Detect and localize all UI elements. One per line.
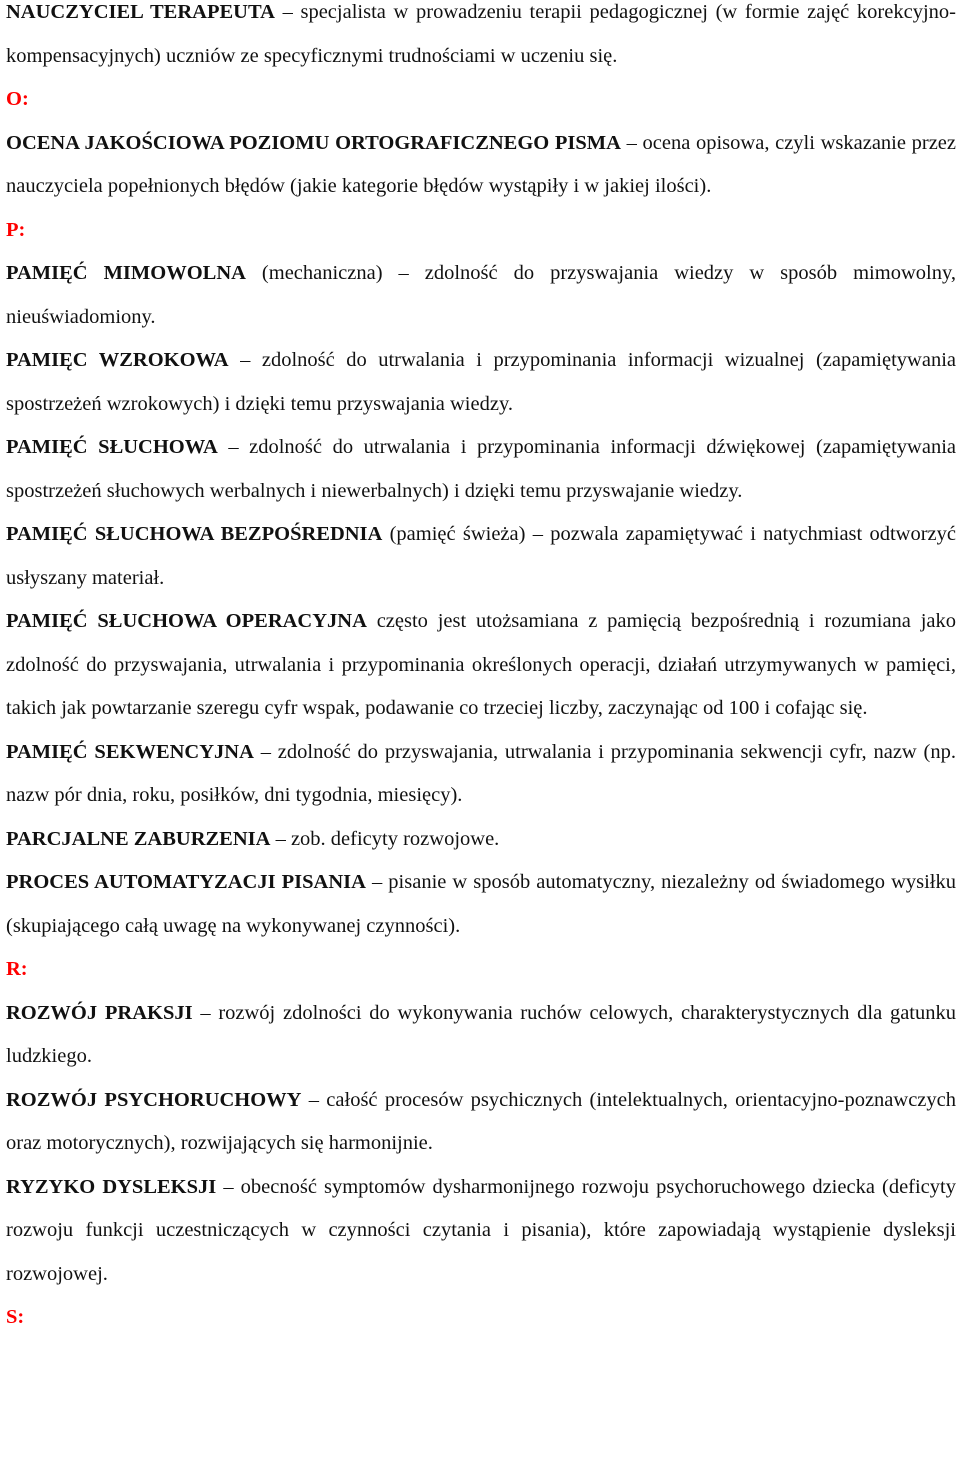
glossary-entry	[6, 600, 956, 731]
entry-term: PARCJALNE ZABURZENIA	[6, 827, 271, 850]
entry-term: PAMIĘĆ SEKWENCYJNA	[6, 740, 254, 763]
glossary-section	[6, 948, 956, 1296]
glossary-entry	[6, 731, 956, 818]
glossary-section	[6, 0, 956, 78]
entry-term: NAUCZYCIEL TERAPEUTA	[6, 1, 275, 23]
glossary-entry	[6, 1166, 956, 1297]
glossary-entry	[6, 426, 956, 513]
glossary-entry	[6, 861, 956, 948]
entry-term: RYZYKO DYSLEKSJI	[6, 1175, 217, 1198]
glossary-document	[6, 0, 956, 1340]
entry-definition: – zdolność do utrwalania i przypominania informacji dźwiękowej (zapamiętywania spostrzeżeń słuchowych werbalnych i niewerbalnych) i dzięki temu przyswajanie wiedzy.	[6, 436, 957, 502]
entry-definition: (pamięć świeża) – pozwala zapamiętywać i natychmiast odtworzyć usłyszany materiał.	[6, 523, 956, 589]
entry-term: ROZWÓJ PSYCHORUCHOWY	[6, 1088, 302, 1111]
entry-term: PAMIĘĆ SŁUCHOWA	[6, 436, 218, 458]
entry-definition: – zdolność do przyswajania, utrwalania i przypominania sekwencji cyfr, nazw (np. nazw pór dnia, roku, posiłków, dni tygodnia, miesięcy).	[6, 740, 957, 806]
entry-term: PAMIĘĆ SŁUCHOWA BEZPOŚREDNIA	[6, 523, 383, 545]
glossary-section	[6, 209, 956, 949]
section-letter-heading: O:	[6, 88, 29, 110]
glossary-entry	[6, 818, 956, 862]
entry-term: PAMIĘC WZROKOWA	[6, 349, 229, 371]
entry-definition: – zob. deficyty rozwojowe.	[270, 827, 500, 850]
entry-definition: często jest utożsamiana z pamięcią bezpośrednią i rozumiana jako zdolność do przyswajania, utrwalania i przypominania określonych operacji, działań utrzymywanych w pamięci, takich jak powtarzanie szeregu cyfr wspak, podawanie co trzeciej liczby, zaczynając od 100 i cofając się.	[6, 610, 956, 719]
entry-definition: – zdolność do utrwalania i przypominania informacji wizualnej (zapamiętywania spostrzeżeń wzrokowych) i dzięki temu przyswajania wiedzy.	[6, 349, 956, 415]
entry-definition: – całość procesów psychicznych (intelektualnych, orientacyjno-poznawczych oraz motorycznych), rozwijających się harmonijnie.	[6, 1088, 956, 1154]
section-letter-heading: P:	[6, 218, 26, 241]
glossary-entry	[6, 252, 956, 339]
entry-term: PROCES AUTOMATYZACJI PISANIA	[6, 871, 366, 893]
section-letter-heading: R:	[6, 958, 28, 980]
glossary-entry	[6, 1079, 956, 1166]
glossary-section	[6, 1296, 956, 1340]
glossary-entry	[6, 992, 956, 1079]
entry-definition: – specjalista w prowadzeniu terapii pedagogicznej (w formie zajęć korekcyjno-kompensacyjnych) uczniów ze specyficznymi trudnościami w uczeniu się.	[6, 1, 956, 67]
glossary-entry	[6, 0, 956, 78]
entry-term: PAMIĘĆ MIMOWOLNA	[6, 262, 246, 284]
section-letter-heading: S:	[6, 1306, 25, 1328]
entry-term: PAMIĘĆ SŁUCHOWA OPERACYJNA	[6, 610, 367, 632]
entry-definition: – pisanie w sposób automatyczny, niezależny od świadomego wysiłku (skupiającego całą uwagę na wykonywanej czynności).	[6, 871, 956, 937]
entry-term: OCENA JAKOŚCIOWA POZIOMU ORTOGRAFICZNEGO PISMA	[6, 131, 621, 154]
entry-definition: – obecność symptomów dysharmonijnego rozwoju psychoruchowego dziecka (deficyty rozwoju funkcji uczestniczących w czynności czytania i pisania), które zapowiadają wystąpienie dysleksji rozwojowej.	[6, 1175, 956, 1285]
entry-definition: (mechaniczna) – zdolność do przyswajania wiedzy w sposób mimowolny, nieuświadomiony.	[6, 262, 956, 328]
entry-term: ROZWÓJ PRAKSJI	[6, 1001, 193, 1024]
entry-definition: – ocena opisowa, czyli wskazanie przez nauczyciela popełnionych błędów (jakie kategorie błędów wystąpiły i w jakiej ilości).	[6, 131, 956, 197]
glossary-entry	[6, 513, 956, 600]
glossary-entry	[6, 339, 956, 426]
glossary-entry	[6, 122, 956, 209]
glossary-section	[6, 78, 956, 209]
entry-definition: – rozwój zdolności do wykonywania ruchów celowych, charakterystycznych dla gatunku ludzkiego.	[6, 1001, 956, 1067]
